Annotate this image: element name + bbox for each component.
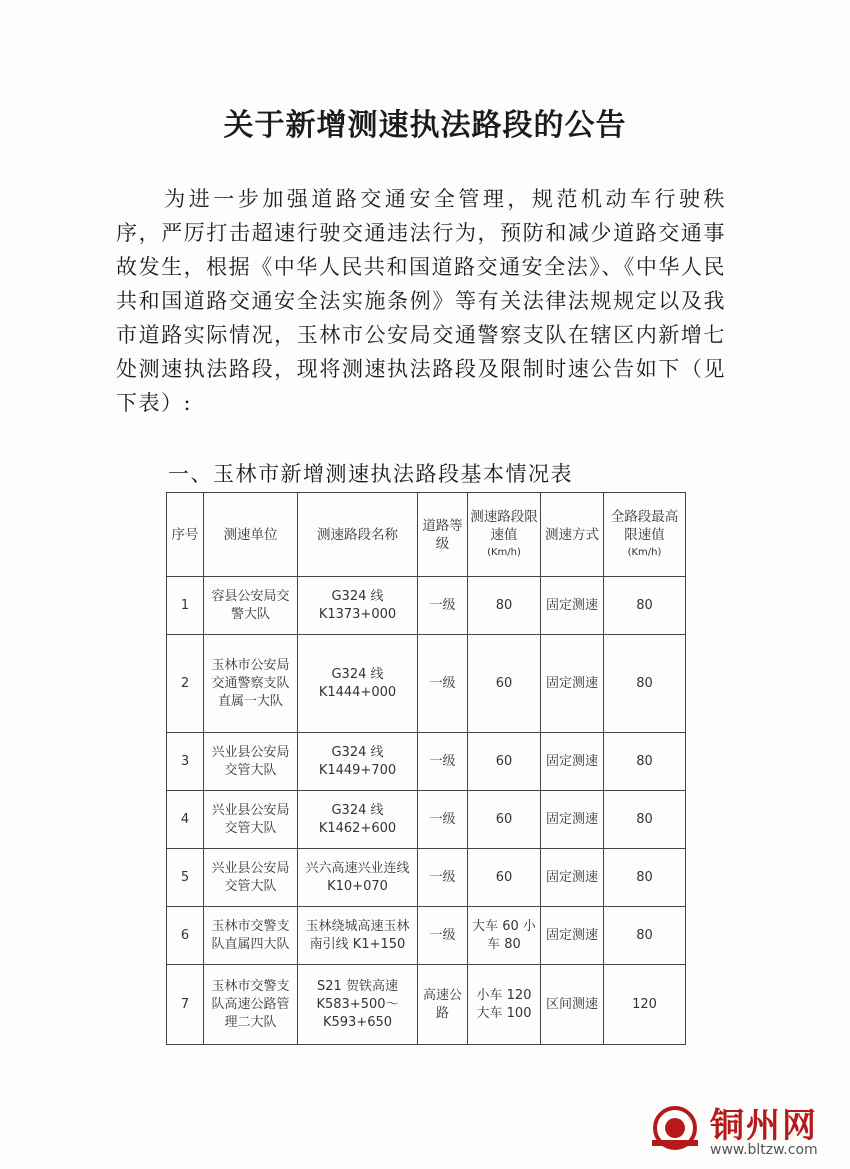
- header-road: 测速路段名称: [298, 493, 418, 577]
- document-title: 关于新增测速执法路段的公告: [223, 108, 627, 143]
- cell-road: G324 线 K1462+600: [298, 791, 418, 849]
- cell-seq: 4: [167, 791, 204, 849]
- cell-max: 80: [604, 577, 686, 635]
- cell-unit: 容县公安局交警大队: [204, 577, 298, 635]
- table-row: [167, 849, 686, 907]
- cell-road: S21 贺铁高速 K583+500～K593+650: [298, 965, 418, 1045]
- header-max-unit: (Km/h): [627, 546, 662, 558]
- cell-seq: 2: [167, 635, 204, 733]
- cell-road: G324 线 K1449+700: [298, 733, 418, 791]
- site-name: 铜州网: [710, 1106, 818, 1146]
- cell-limit: 小车 120 大车 100: [468, 965, 541, 1045]
- table-header-row: [167, 493, 686, 577]
- cell-max: 80: [604, 791, 686, 849]
- cell-unit: 玉林市交警支队高速公路管理二大队: [204, 965, 298, 1045]
- header-limit-unit: (Km/h): [487, 546, 521, 558]
- cell-unit: 兴业县公安局交管大队: [204, 791, 298, 849]
- cell-max: 80: [604, 907, 686, 965]
- table-row: [167, 965, 686, 1045]
- cell-max: 80: [604, 635, 686, 733]
- cell-method: 固定测速: [541, 635, 604, 733]
- table-row: [167, 733, 686, 791]
- site-logo-icon: [648, 1104, 702, 1152]
- site-url: www.bltzw.com: [710, 1142, 818, 1158]
- cell-grade: 一级: [418, 577, 468, 635]
- cell-unit: 玉林市公安局交通警察支队直属一大队: [204, 635, 298, 733]
- cell-method: 固定测速: [541, 733, 604, 791]
- cell-limit: 60: [468, 733, 541, 791]
- cell-limit: 60: [468, 849, 541, 907]
- cell-method: 固定测速: [541, 849, 604, 907]
- cell-road: 玉林绕城高速玉林南引线 K1+150: [298, 907, 418, 965]
- cell-seq: 7: [167, 965, 204, 1045]
- header-max-label: 全路段最高限速值: [610, 508, 679, 543]
- cell-unit: 兴业县公安局交管大队: [204, 849, 298, 907]
- cell-seq: 6: [167, 907, 204, 965]
- site-watermark: [648, 1098, 848, 1164]
- speed-enforcement-table: [166, 492, 686, 1045]
- cell-method: 固定测速: [541, 577, 604, 635]
- announcement-body: 为进一步加强道路交通安全管理，规范机动车行驶秩序，严厉打击超速行驶交通违法行为，预防和减少道路交通事故发生，根据《中华人民共和国道路交通安全法》、《中华人民共和国道路交通安全法实施条例》等有关法律法规规定以及我市道路实际情况，玉林市公安局交通警察支队在辖区内新增七处测速执法路段，现将测速执法路段及限制时速公告如下（见下表）:: [116, 187, 726, 415]
- table-row: [167, 907, 686, 965]
- cell-unit: 兴业县公安局交管大队: [204, 733, 298, 791]
- cell-max: 80: [604, 849, 686, 907]
- section-heading: 一、玉林市新增测速执法路段基本情况表: [168, 462, 573, 486]
- header-max: [604, 493, 686, 577]
- cell-limit: 80: [468, 577, 541, 635]
- header-limit-label: 测速路段限速值: [470, 508, 538, 543]
- cell-max: 80: [604, 733, 686, 791]
- cell-road: G324 线 K1444+000: [298, 635, 418, 733]
- cell-grade: 一级: [418, 791, 468, 849]
- table-row: [167, 635, 686, 733]
- cell-seq: 5: [167, 849, 204, 907]
- header-unit: 测速单位: [204, 493, 298, 577]
- cell-seq: 3: [167, 733, 204, 791]
- cell-grade: 一级: [418, 635, 468, 733]
- header-seq: 序号: [167, 493, 204, 577]
- cell-limit: 60: [468, 791, 541, 849]
- cell-road: 兴六高速兴业连线 K10+070: [298, 849, 418, 907]
- cell-max: 120: [604, 965, 686, 1045]
- cell-road: G324 线 K1373+000: [298, 577, 418, 635]
- cell-method: 区间测速: [541, 965, 604, 1045]
- cell-grade: 高速公路: [418, 965, 468, 1045]
- cell-grade: 一级: [418, 733, 468, 791]
- header-limit: [468, 493, 541, 577]
- cell-limit: 大车 60 小车 80: [468, 907, 541, 965]
- cell-grade: 一级: [418, 907, 468, 965]
- cell-unit: 玉林市交警支队直属四大队: [204, 907, 298, 965]
- table-row: [167, 791, 686, 849]
- cell-method: 固定测速: [541, 791, 604, 849]
- cell-method: 固定测速: [541, 907, 604, 965]
- header-method: 测速方式: [541, 493, 604, 577]
- header-grade: 道路等级: [418, 493, 468, 577]
- cell-seq: 1: [167, 577, 204, 635]
- cell-limit: 60: [468, 635, 541, 733]
- table-row: [167, 577, 686, 635]
- cell-grade: 一级: [418, 849, 468, 907]
